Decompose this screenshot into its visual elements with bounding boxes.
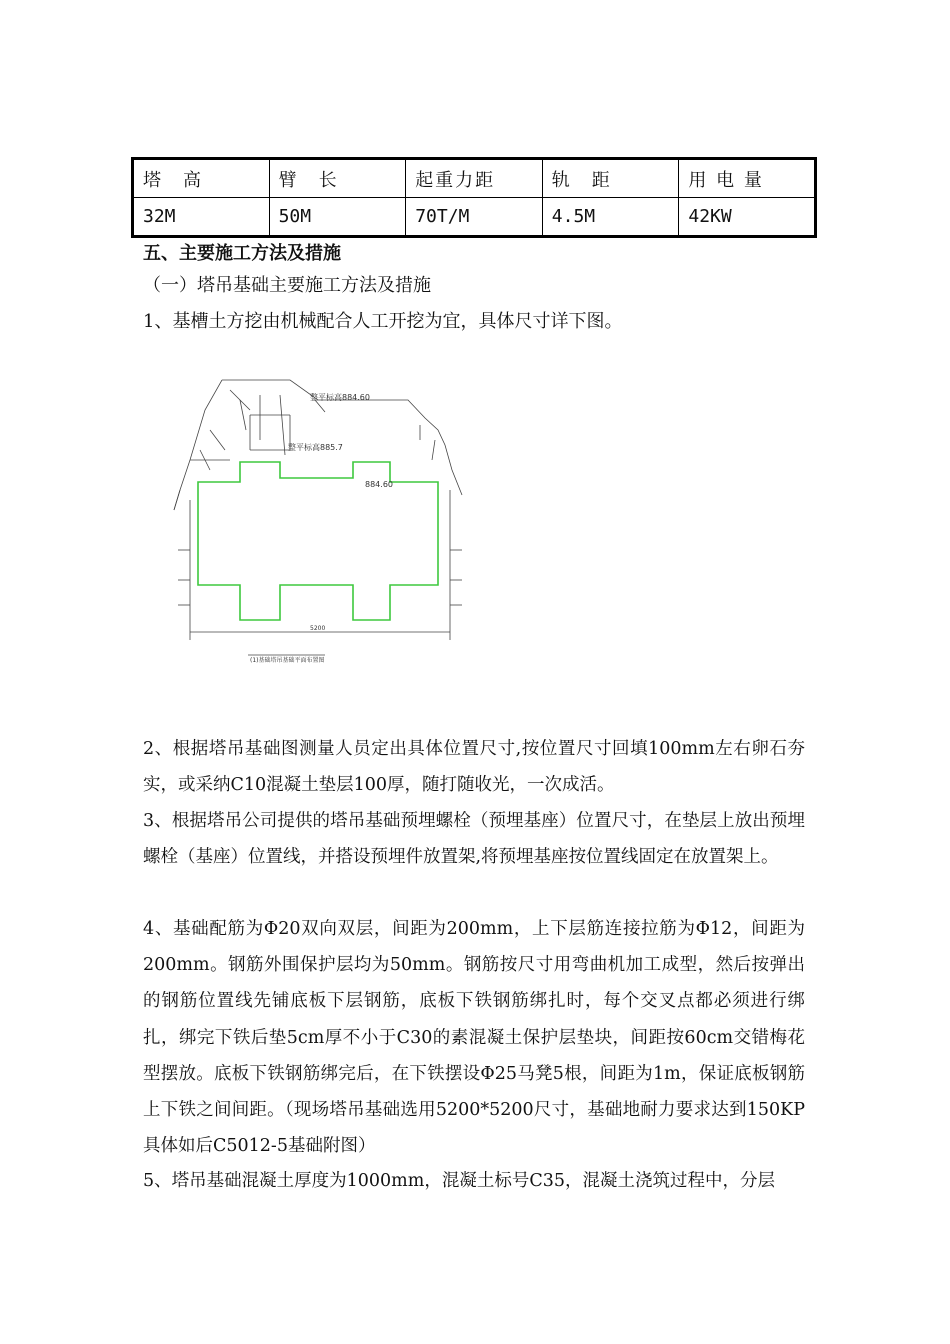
foundation-plan-drawing	[150, 370, 510, 670]
foundation-outline	[198, 462, 438, 620]
table-row	[133, 198, 816, 237]
inner-grade-label: 884.60	[365, 480, 393, 489]
table-header-cell: 轨 距	[542, 159, 679, 198]
step-3-paragraph: 3、根据塔吊公司提供的塔吊基础预埋螺栓（预埋基座）位置尺寸，在垫层上放出预埋螺栓（基座）位置线，并搭设预埋件放置架,将预埋基座按位置线固定在放置架上。	[143, 811, 805, 868]
excavation-slope-lines	[174, 380, 462, 655]
table-header-row	[133, 159, 816, 198]
table-header-cell: 塔 高	[133, 159, 270, 198]
mid-grade-label: 整平标高885.7	[288, 443, 343, 452]
table-cell: 50M	[269, 198, 406, 237]
drawing-caption: (1)基础塔吊基础平面布置图	[250, 657, 325, 664]
step-2-paragraph: 2、根据塔吊基础图测量人员定出具体位置尺寸,按位置尺寸回填100mm左右卵石夯实，或采纳C10混凝土垫层100厚，随打随收光，一次成活。	[143, 739, 805, 796]
table-cell: 32M	[133, 198, 270, 237]
table-header-cell: 起重力距	[406, 159, 543, 198]
table-header-cell: 臂 长	[269, 159, 406, 198]
table-cell: 4.5M	[542, 198, 679, 237]
table-header-cell: 用 电 量	[679, 159, 816, 198]
bottom-dimension: 5200	[310, 625, 326, 632]
subsection-heading: （一）塔吊基础主要施工方法及措施	[143, 275, 431, 296]
section-heading: 五、主要施工方法及措施	[143, 243, 341, 264]
table-cell: 42KW	[679, 198, 816, 237]
step-5-paragraph: 5、塔吊基础混凝土厚度为1000mm，混凝土标号C35，混凝土浇筑过程中，分层	[143, 1171, 776, 1191]
step-4-paragraph: 4、基础配筋为Φ20双向双层，间距为200mm，上下层筋连接拉筋为Φ12，间距为200mm。钢筋外围保护层均为50mm。钢筋按尺寸用弯曲机加工成型，然后按弹出的钢筋位置线先铺底板下层钢筋，底板下铁钢筋绑扎时，每个交叉点都必须进行绑扎，绑完下铁后垫5cm厚不小于C30的素混凝土保护层垫块，间距按60cm交错梅花型摆放。底板下铁钢筋绑完后，在下铁摆设Φ25马凳5根，间距为1m，保证底板钢筋上下铁之间间距。（现场塔吊基础选用5200*5200尺寸，基础地耐力要求达到150KP具体如后C5012-5基础附图）	[143, 919, 805, 1157]
step-1-paragraph: 1、基槽土方挖由机械配合人工开挖为宜，具体尺寸详下图。	[143, 311, 623, 332]
tower-crane-spec-table	[131, 157, 817, 238]
table-cell: 70T/M	[406, 198, 543, 237]
top-grade-label: 整平标高884.60	[310, 393, 370, 402]
